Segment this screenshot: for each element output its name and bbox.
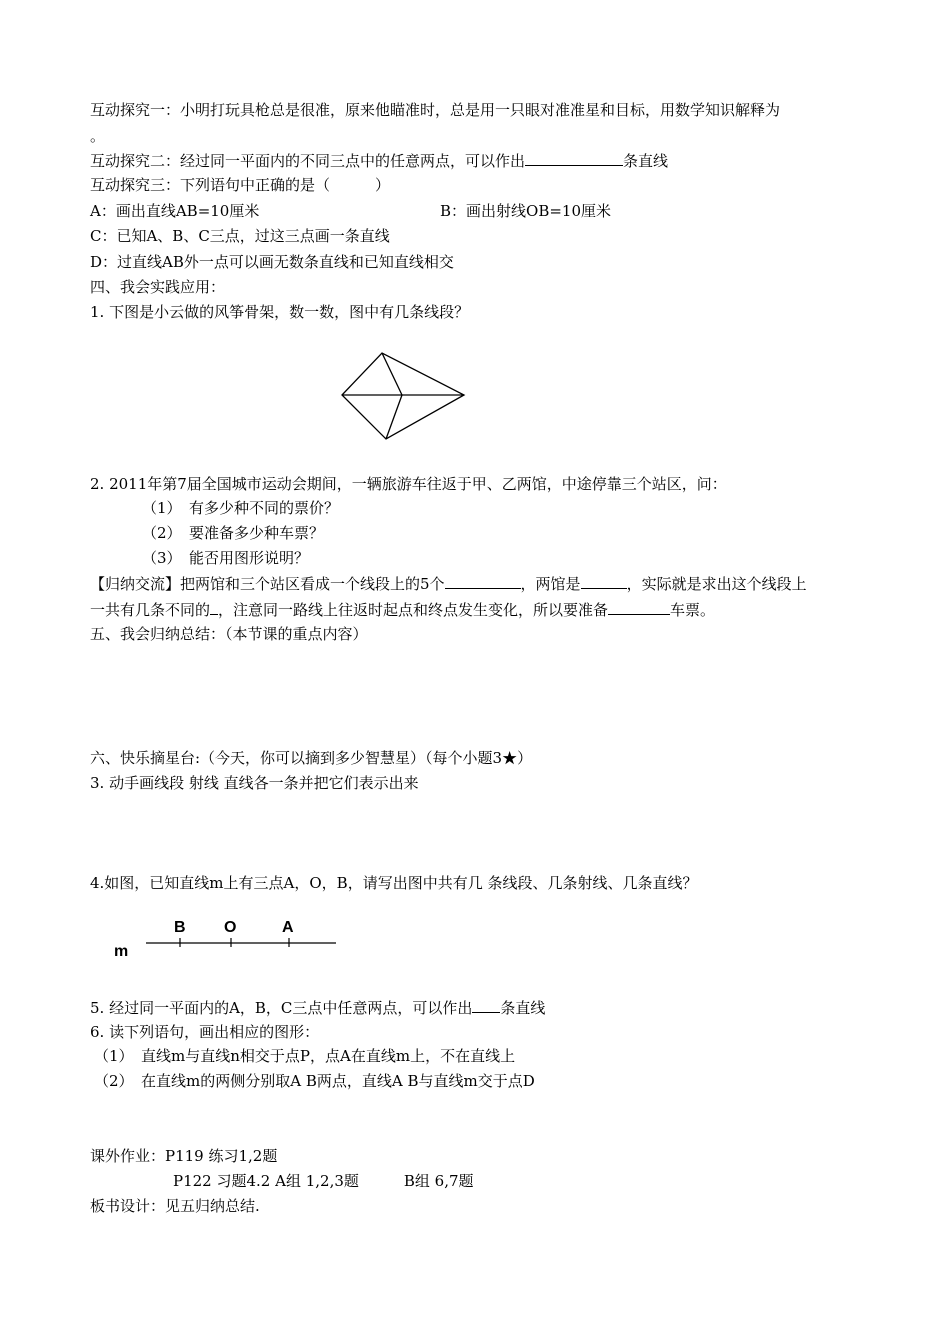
line-label-m: m	[114, 943, 129, 960]
option-c: C：已知A、B、C三点，过这三点画一条直线	[90, 227, 390, 245]
problem-3: 3. 动手画线段 射线 直线各一条并把它们表示出来	[90, 774, 419, 792]
q2-blank	[525, 150, 623, 166]
problem-5-text-end: 条直线	[500, 999, 546, 1017]
problem-5-blank	[472, 997, 500, 1013]
q3-line: 互动探究三：下列语句中正确的是（ ）	[90, 176, 391, 194]
board-design: 板书设计：见五归纳总结.	[90, 1197, 260, 1215]
problem-6-sub-2: （2） 在直线m的两侧分别取A B两点，直线A B与直线m交于点D	[94, 1072, 535, 1090]
q2-text-end: 条直线	[623, 152, 669, 170]
kite-figure	[330, 345, 475, 445]
section-4-heading: 四、我会实践应用：	[90, 278, 226, 296]
option-d: D：过直线AB外一点可以画无数条直线和已知直线相交	[90, 253, 454, 271]
summary-blank-4	[608, 599, 670, 615]
problem-1: 1. 下图是小云做的风筝骨架，数一数，图中有几条线段？	[90, 303, 470, 321]
summary-text-3: ，实际就是求出这个线段上	[626, 575, 807, 593]
line-m-figure	[108, 912, 343, 962]
point-label-b: B	[174, 919, 186, 936]
q1-line-a: 互动探究一：小明打玩具枪总是很准，原来他瞄准时，总是用一只眼对准准星和目标，用数学知识解释为	[90, 101, 781, 119]
summary-text-5: ，注意同一路线上往返时起点和终点发生变化，所以要准备	[218, 601, 609, 619]
summary-blank-2	[581, 573, 627, 589]
point-label-a: A	[282, 919, 294, 936]
summary-text-6: 车票。	[670, 601, 716, 619]
homework-line-2: P122 习题4.2 A组 1,2,3题 B组 6,7题	[173, 1172, 474, 1190]
option-b: B：画出射线OB=10厘米	[440, 202, 611, 220]
section-6-heading: 六、快乐摘星台:（今天，你可以摘到多少智慧星）（每个小题3★）	[90, 749, 533, 767]
summary-text-2: ，两馆是	[520, 575, 581, 593]
summary-line-1	[90, 573, 807, 594]
summary-blank-1	[445, 573, 521, 589]
q2-line	[90, 150, 668, 171]
summary-blank-3	[210, 599, 218, 615]
problem-2-sub-2: （2） 要准备多少种车票？	[142, 524, 325, 542]
q2-text: 互动探究二：经过同一平面内的不同三点中的任意两点，可以作出	[90, 152, 526, 170]
option-a: A：画出直线AB=10厘米	[90, 202, 260, 220]
problem-4: 4.如图，已知直线m上有三点A，O，B，请写出图中共有几 条线段、几条射线、几条直线？	[90, 874, 698, 892]
problem-2: 2. 2011年第7届全国城市运动会期间，一辆旅游车往返于甲、乙两馆，中途停靠三个站区，问：	[90, 475, 727, 493]
summary-text-1: 【归纳交流】把两馆和三个站区看成一个线段上的5个	[90, 575, 445, 593]
problem-5-text: 5. 经过同一平面内的A，B，C三点中任意两点，可以作出	[90, 999, 473, 1017]
problem-2-sub-3: （3） 能否用图形说明？	[142, 549, 310, 567]
problem-6-sub-1: （1） 直线m与直线n相交于点P，点A在直线m上，不在直线上	[94, 1047, 516, 1065]
problem-6: 6. 读下列语句，画出相应的图形：	[90, 1023, 320, 1041]
summary-text-4: 一共有几条不同的	[90, 601, 211, 619]
problem-5	[90, 997, 545, 1018]
point-label-o: O	[224, 919, 237, 936]
problem-2-sub-1: （1） 有多少种不同的票价？	[142, 499, 340, 517]
q1-line-b: 。	[90, 127, 106, 145]
section-5-heading: 五、我会归纳总结：（本节课的重点内容）	[90, 625, 368, 643]
homework-line-1: 课外作业：P119 练习1,2题	[90, 1147, 278, 1165]
summary-line-2	[90, 599, 715, 620]
